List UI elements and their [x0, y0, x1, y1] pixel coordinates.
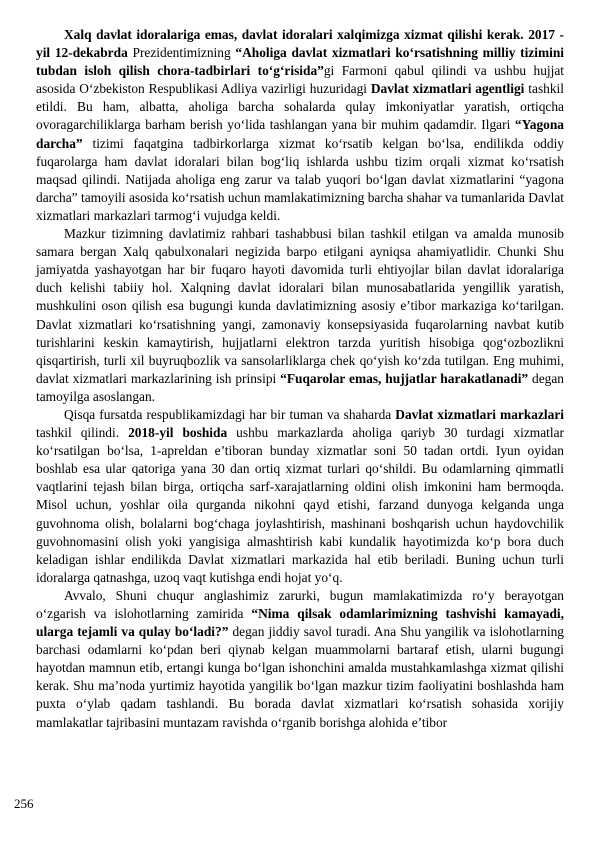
bold-text-run: Xalq davlat idoralariga emas, davlat idoralari xalqimizga xizmat qilishi kerak.	[64, 27, 524, 42]
bold-text-run: “Nima qilsak odamlarimizning tashvishi kamayadi, ularga tejamli va qulay bo‘ladi?”	[36, 606, 564, 640]
text-run: degan tamoyilga asoslangan.	[36, 370, 564, 404]
text-run: degan jiddiy savol turadi. Ana Shu yangilik va islohotlarning barchasi odamlarni ko‘pdan beri qiynab kelgan muammolarni bartaraf etish, ularni bugungi hayotdan mamnun etib, ertangi kunga bo‘lgan ishonchini amalda mustahkamlashga xizmat qilishi kerak. Shu ma’noda yurtimiz hayotida yangilik bo‘lgan mazkur tizim faoliyatini boshlashda ham puxta o‘ylab qadam tashlandi. Bu borada davlat xizmatlari ko‘rsatish sohasida xorijiy mamlakatlar tajribasini muntazam ravishda o‘rganib borishga alohida e’tibor	[36, 624, 565, 730]
bold-text-run: “Yagona darcha”	[36, 117, 564, 151]
page-number: 256	[14, 796, 34, 811]
text-run: gi Farmoni qabul qilindi va ushbu hujjat asosida O‘zbekiston Respublikasi Adliya vazirligi huzuridagi	[36, 63, 564, 97]
document-body	[36, 26, 564, 732]
paragraph-1	[36, 26, 564, 225]
text-run: Avvalo, Shuni chuqur anglashimiz zarurki, bugun mamlakatimizda ro‘y berayotgan o‘zgarish va islohotlarning zamirida	[36, 587, 564, 621]
bold-text-run: 2018-yil boshida	[128, 425, 228, 441]
text-run: tizimi faqatgina tadbirkorlarga xizmat ko‘rsatib kelgan bo‘lsa, endilikda oddiy fuqarolarga ham davlat idoralari bilan bog‘liq ishlarda ushbu tizim orqali xizmat ko‘rsatish maqsad qilindi. Natijada aholiga eng zarur va talab yuqori bo‘lgan davlat xizmatlarini “yagona darcha” tamoyili asosida ko‘rsatish uchun mamlakatimizning barcha shahar va tumanlarida Davlat xizmatlari markazlari tarmog‘i vujudga keldi.	[36, 135, 565, 223]
paragraph-3	[36, 406, 564, 587]
bold-text-run: Davlat xizmatlari agentligi	[370, 81, 525, 97]
text-run: Qisqa fursatda respublikamizdagi har bir tuman va shaharda	[64, 406, 396, 422]
bold-text-run: Davlat xizmatlari markazlari	[395, 406, 565, 422]
paragraph-4	[36, 587, 564, 732]
text-run: ushbu markazlarda aholiga qariyb 30 turdagi xizmatlar ko‘rsatilgan bo‘lsa, 1-apreldan e’tiboran bunday xizmatlar soni 50 tadan ortdi. Iyun oyidan boshlab esa ular qatoriga yana 30 dan ortiq xizmat turlari qo‘shildi. Bu odamlarning qimmatli vaqtlarini tejash bilan birga, ortiqcha sarf-xarajatlarning oldini olish imkonini ham bermoqda. Misol uchun, yoshlar oila qurganda nikohni qayd etishi, farzand dunyoga kelganda unga guvohnoma olish, bolalarni bog‘chaga joylashtirish, mashinani boshqarish uchun haydovchilik guvohnomasini olish yoki yangisiga almashtirish kabi kundalik hayotimizda ko‘p bora duch keladigan ishlar endilikda Davlat xizmatlari markazida hal etib beriladi. Buning uchun turli idoralarga qatnashga, uzoq vaqt kutishga endi hojat yo‘q.	[36, 425, 565, 585]
bold-text-run: “Fuqarolar emas, hujjatlar harakatlanadi”	[280, 370, 529, 386]
bold-text-run: “Aholiga davlat xizmatlari ko‘rsatishning milliy tizimini tubdan isloh qilish chora-tadbirlari to‘g‘risida”	[36, 45, 564, 79]
text-run: Mazkur tizimning davlatimiz rahbari tashabbusi bilan tashkil etilgan va amalda munosib samara bergan Xalq qabulxonalari negizida barpo etilgani ayniqsa ahamiyatlidir. Chunki Shu jamiyatda yashayotgan har bir fuqaro hayoti davomida turli ehtiyojlar bilan davlat idoralariga duch kelishi tabiiy hol. Xalqning davlat idoralari bilan munosabatlarida yengillik yaratish, mushkulini oson qilish esa bugungi kunda davlatimizning asosiy e’tibor markaziga ko‘tarilgan. Davlat xizmatlari ko‘rsatishning yangi, zamonaviy konsepsiyasida fuqarolarning navbat kutib turishlarini keskin kamaytirish, hujjatlarni elektron tarzda yuritish hisobiga qog‘ozbozlikni qisqartirish, turli xil buyruqbozlik va sansolarliklarga chek qo‘yish ko‘zda tutilgan. Eng muhimi, davlat xizmatlari markazlarining ish prinsipi	[36, 226, 564, 386]
text-run: tashkil etildi. Bu ham, albatta, aholiga barcha sohalarda qulay imkoniyatlar yaratish, ortiqcha ovoragarchiliklarga barham berish yo‘lida tashlangan yana bir muhim qadamdir. Ilgari	[36, 81, 564, 133]
bold-text-run: 2017 -yil 12-dekabrda	[36, 27, 564, 61]
paragraph-2	[36, 225, 564, 406]
text-run: Prezidentimizning	[127, 45, 236, 61]
text-run: tashkil qilindi.	[36, 425, 129, 441]
